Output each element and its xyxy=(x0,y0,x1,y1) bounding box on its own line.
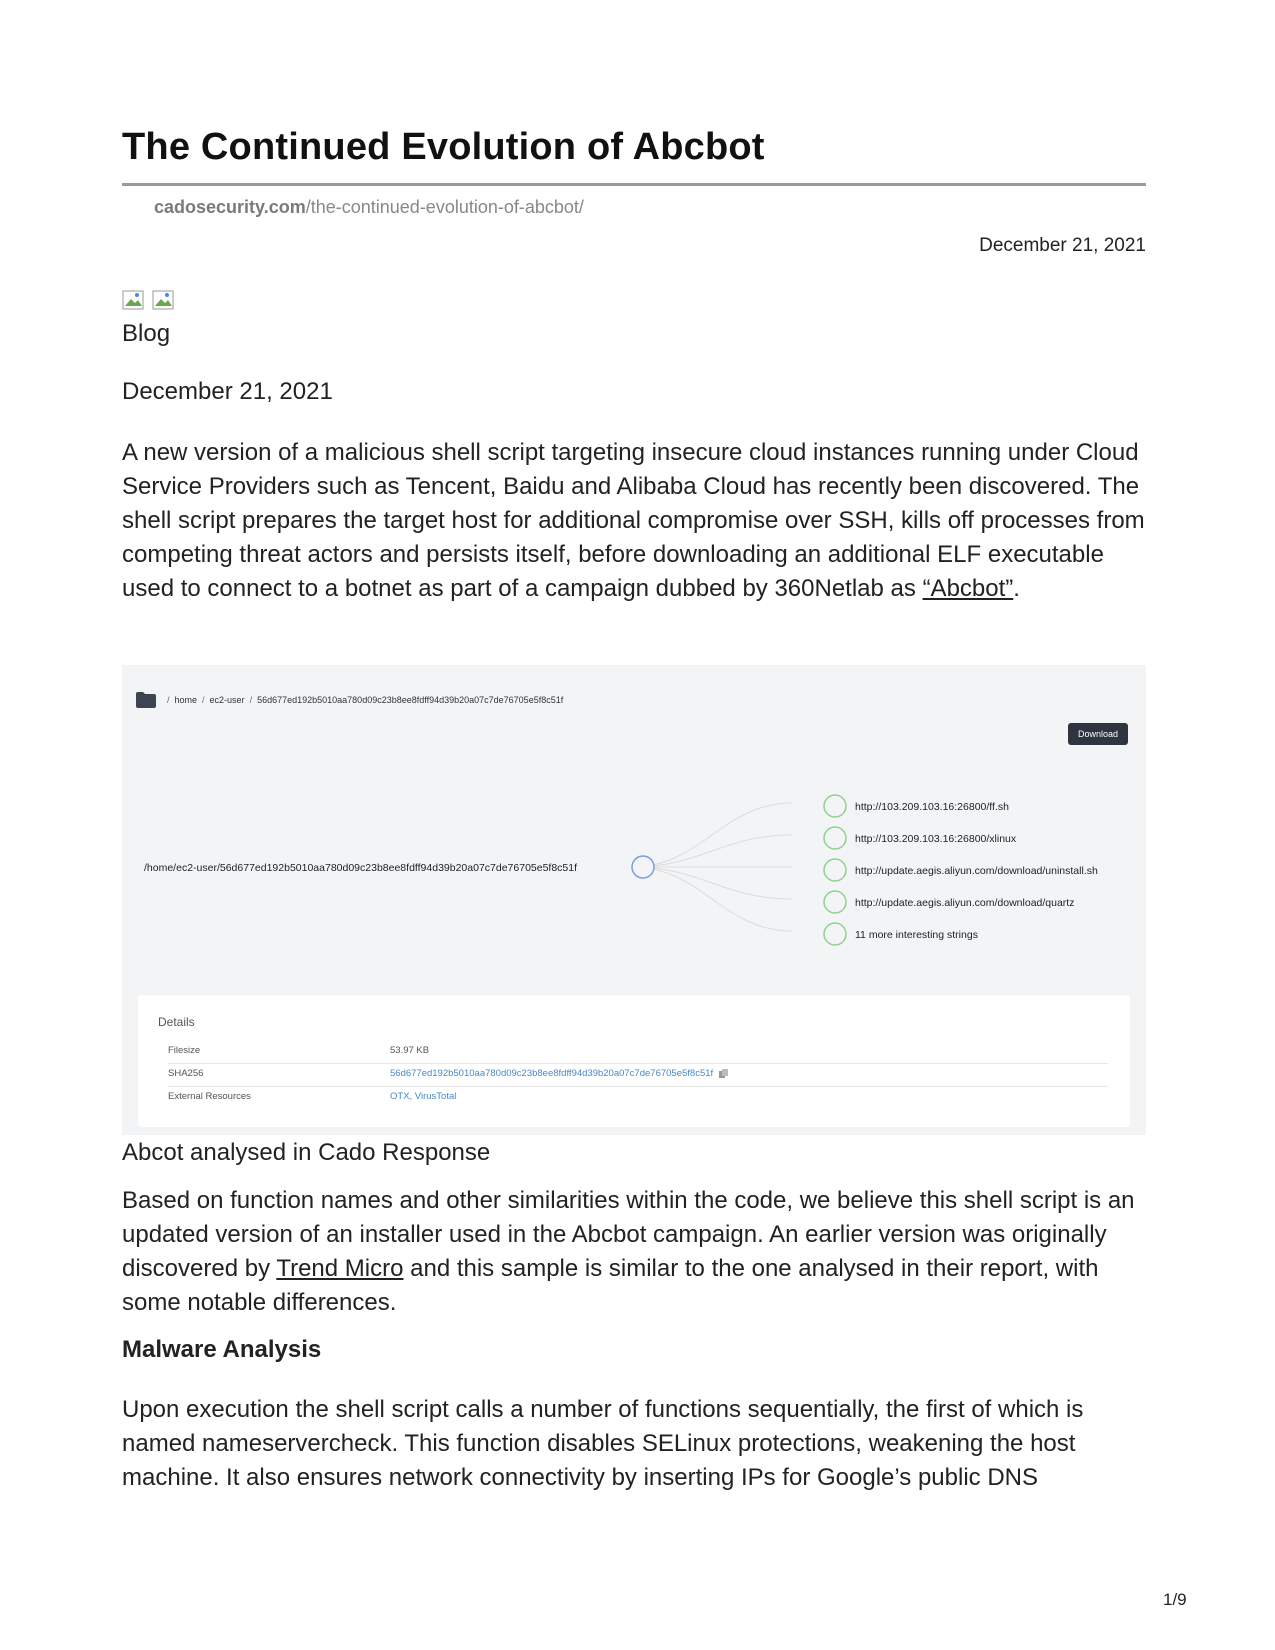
child-node[interactable] xyxy=(824,795,846,817)
trend-micro-link[interactable]: Trend Micro xyxy=(276,1255,404,1282)
child-node[interactable] xyxy=(824,923,846,945)
intro-end: . xyxy=(1013,575,1020,602)
body-paragraph xyxy=(122,1184,1146,1320)
breadcrumb-item-ec2-user[interactable]: ec2-user xyxy=(209,695,245,705)
title-divider xyxy=(122,183,1146,186)
intro-text: A new version of a malicious shell script targeting insecure cloud instances running under Cloud Service Providers such as Tencent, Baidu and Alibaba Cloud has recently been discovered. The shell script prepares the target host for additional compromise over SSH, kills off processes from competing threat actors and persists itself, before downloading an additional ELF executable used to connect to a botnet as part of a campaign dubbed by 360Netlab as xyxy=(122,439,1145,602)
broken-images xyxy=(122,288,176,312)
child-node-label: http://103.209.103.16:26800/ff.sh xyxy=(855,801,1009,813)
section-heading: Malware Analysis xyxy=(122,1336,322,1363)
external-resources-links[interactable]: OTX, VirusTotal xyxy=(390,1091,457,1102)
filesize-value: 53.97 KB xyxy=(390,1045,430,1056)
page-title: The Continued Evolution of Abcbot xyxy=(122,126,765,168)
details-row-filesize xyxy=(168,1041,1108,1064)
page-number: 1/9 xyxy=(1163,1590,1187,1609)
details-row-sha256 xyxy=(168,1064,1108,1087)
details-panel xyxy=(138,995,1130,1127)
root-node-label: /home/ec2-user/56d677ed192b5010aa780d09c23b8ee8fdff94d39b20a07c7de76705e5f8c51f xyxy=(144,862,578,874)
cado-response-screenshot xyxy=(122,665,1146,1135)
child-node-label: http://update.aegis.aliyun.com/download/uninstall.sh xyxy=(855,865,1098,877)
child-node-label: http://103.209.103.16:26800/xlinux xyxy=(855,833,1017,845)
tree-edge xyxy=(632,867,792,899)
breadcrumb-separator: / xyxy=(167,695,170,705)
filesize-label: Filesize xyxy=(168,1045,201,1056)
tree-edge xyxy=(632,803,792,867)
child-node[interactable] xyxy=(824,827,846,849)
breadcrumb-item-file[interactable]: 56d677ed192b5010aa780d09c23b8ee8fdff94d39b20a07c7de76705e5f8c51f xyxy=(257,695,564,705)
intro-paragraph xyxy=(122,436,1146,606)
external-resources-label: External Resources xyxy=(168,1091,251,1102)
sha256-value xyxy=(390,1068,728,1079)
tree-edge xyxy=(632,867,792,931)
body-text: Based on function names and other similarities within the code, we believe this shell script is an updated version of an installer used in the Abcbot campaign. An earlier version was originally discovered by xyxy=(122,1187,1135,1282)
string-tree xyxy=(122,665,1146,995)
sha256-hash[interactable]: 56d677ed192b5010aa780d09c23b8ee8fdff94d39b20a07c7de76705e5f8c51f xyxy=(390,1068,714,1079)
root-node[interactable] xyxy=(632,856,654,878)
url-domain: cadosecurity.com xyxy=(154,197,306,217)
details-title: Details xyxy=(158,1015,195,1029)
tree-edge xyxy=(632,835,792,867)
article-date: December 21, 2021 xyxy=(122,378,333,405)
child-node-label: 11 more interesting strings xyxy=(855,929,978,941)
broken-image-icon xyxy=(152,288,176,312)
breadcrumb-separator: / xyxy=(249,695,253,705)
body-text-end: and this sample is similar to the one analysed in their report, with some notable differences. xyxy=(122,1255,1099,1316)
abcbot-link[interactable]: “Abcbot” xyxy=(922,575,1014,602)
url-path: /the-continued-evolution-of-abcbot/ xyxy=(305,197,584,217)
analysis-paragraph: Upon execution the shell script calls a number of functions sequentially, the first of which is named nameservercheck. This function disables SELinux protections, weakening the host machine. It also ensures network connectivity by inserting IPs for Google’s public DNS xyxy=(122,1396,1084,1491)
sha256-label: SHA256 xyxy=(168,1068,204,1079)
child-node[interactable] xyxy=(824,859,846,881)
breadcrumb-item-home[interactable]: home xyxy=(174,695,198,705)
child-node-label: http://update.aegis.aliyun.com/download/quartz xyxy=(855,897,1075,909)
copy-icon[interactable] xyxy=(719,1069,728,1078)
child-node[interactable] xyxy=(824,891,846,913)
broken-image-icon xyxy=(122,288,146,312)
header-date: December 21, 2021 xyxy=(979,235,1146,256)
breadcrumb-separator: / xyxy=(202,695,205,705)
category-label: Blog xyxy=(122,320,171,347)
download-button[interactable]: Download xyxy=(1068,723,1128,745)
source-url[interactable] xyxy=(154,197,584,218)
details-row-external xyxy=(168,1087,1108,1109)
figure-caption: Abcot analysed in Cado Response xyxy=(122,1139,491,1166)
